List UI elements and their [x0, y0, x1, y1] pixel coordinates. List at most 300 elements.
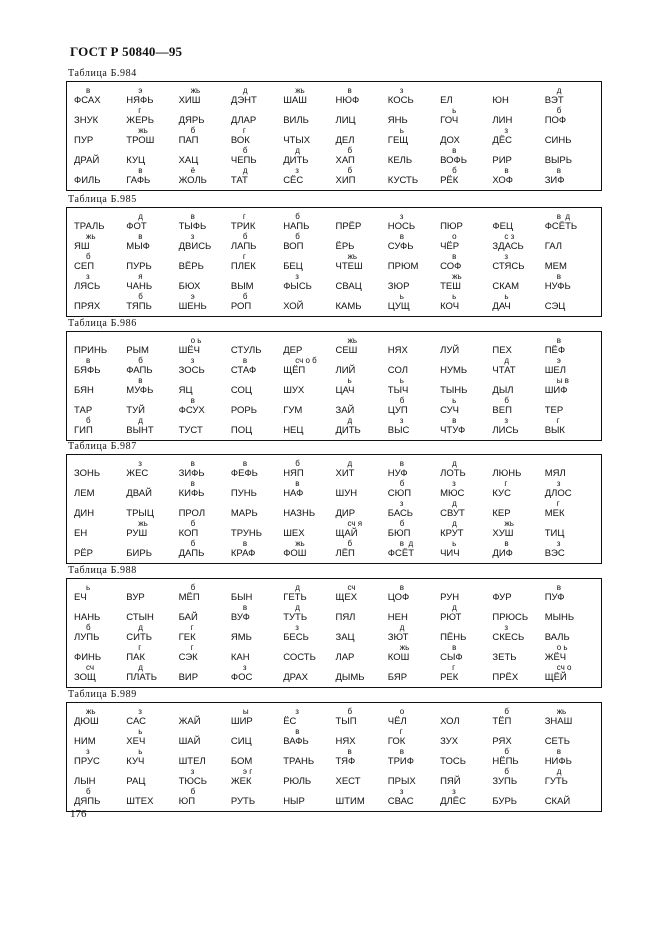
syllable-word: ПОФ: [544, 115, 567, 126]
table-cell: [492, 583, 544, 603]
pronunciation-note: в: [190, 212, 195, 221]
syllable-word: РУН: [440, 592, 460, 603]
pronunciation-note: [440, 768, 492, 776]
syllable-word: ЯНЬ: [387, 115, 408, 126]
pronunciation-note: в: [504, 539, 509, 548]
table-cell: [440, 787, 492, 807]
table-cell: [74, 86, 126, 106]
table-cell: [126, 126, 178, 146]
table-cell: [74, 459, 126, 479]
pronunciation-note: б: [242, 232, 248, 241]
syllable-word: ХАП: [335, 155, 355, 166]
syllable-word: БУРЬ: [492, 796, 518, 807]
pronunciation-note: ь: [347, 376, 352, 385]
pronunciation-note: в д: [556, 212, 571, 221]
pronunciation-note: [492, 500, 544, 508]
syllable-word: РОРЬ: [230, 405, 257, 416]
syllable-word: ЛУЙ: [440, 345, 460, 356]
pronunciation-note: в: [556, 583, 561, 592]
pronunciation-note: в: [242, 539, 248, 548]
syllable-word: СЕШ: [335, 345, 358, 356]
pronunciation-note: [283, 337, 335, 345]
table-cell: [179, 603, 231, 623]
table-cell: [283, 396, 335, 416]
pronunciation-note: [126, 584, 178, 592]
pronunciation-note: г: [190, 623, 194, 632]
table-cell: [388, 166, 440, 186]
pronunciation-note: [231, 788, 283, 796]
table-cell: [74, 583, 126, 603]
table-cell: [126, 272, 178, 292]
table-cell: [231, 623, 283, 643]
pronunciation-note: [231, 107, 283, 115]
syllable-word: ЧТЕШ: [335, 261, 363, 272]
pronunciation-note: [545, 788, 597, 796]
syllable-word: ВАЛЬ: [544, 632, 570, 643]
syllable-word: ЗИФ: [544, 175, 565, 186]
table-title: Таблица Б.985: [68, 194, 137, 205]
syllable-word: РЫМ: [126, 345, 149, 356]
pronunciation-note: э: [138, 86, 143, 95]
table-cell: [335, 499, 387, 519]
table-cell: [335, 787, 387, 807]
pronunciation-note: б: [399, 396, 405, 405]
pronunciation-note: [74, 480, 126, 488]
syllable-word: РАЦ: [126, 776, 146, 787]
syllable-word: СУФЬ: [387, 241, 414, 252]
pronunciation-note: б: [347, 146, 353, 155]
pronunciation-note: [126, 337, 178, 345]
syllable-word: ПЯЛ: [335, 612, 356, 623]
pronunciation-note: д: [452, 459, 457, 468]
table-cell: [126, 643, 178, 663]
pronunciation-note: [492, 107, 544, 115]
syllable-word: ТРИК: [230, 221, 256, 232]
syllable-word: ВОП: [283, 241, 304, 252]
table-cell: [283, 623, 335, 643]
syllable-word: ШЕЛ: [544, 365, 566, 376]
table-cell: [126, 232, 178, 252]
pronunciation-note: д: [347, 416, 353, 425]
syllable-word: КУС: [492, 488, 511, 499]
table-cell: [283, 707, 335, 727]
syllable-word: ДЭНТ: [230, 95, 257, 106]
table-cell: [283, 499, 335, 519]
syllable-word: ШИФ: [544, 385, 568, 396]
syllable-word: БЯН: [74, 385, 94, 396]
syllable-word: НУФЬ: [544, 281, 571, 292]
syllable-table: [66, 68, 602, 191]
syllable-word: ДЫЛ: [492, 385, 514, 396]
syllable-word: ХИШ: [178, 95, 201, 106]
table-cell: [492, 459, 544, 479]
table-cell: [231, 232, 283, 252]
table-cell: [388, 212, 440, 232]
pronunciation-note: б: [242, 146, 248, 155]
table-cell: [388, 292, 440, 312]
pronunciation-note: в д: [399, 539, 414, 548]
pronunciation-note: в: [138, 232, 143, 241]
table-cell: [283, 86, 335, 106]
pronunciation-note: [231, 480, 283, 488]
pronunciation-note: д: [295, 583, 300, 592]
syllable-word: ДОХ: [440, 135, 460, 146]
syllable-word: ГЕК: [178, 632, 196, 643]
table-cell: [545, 519, 597, 539]
table-cell: [74, 707, 126, 727]
syllable-word: ЧТУФ: [440, 425, 466, 436]
pronunciation-note: б: [347, 707, 353, 716]
pronunciation-note: в: [190, 479, 195, 488]
table-cell: [179, 252, 231, 272]
pronunciation-note: [231, 728, 283, 736]
table-cell: [492, 272, 544, 292]
pronunciation-note: ь: [138, 747, 143, 756]
syllable-word: ЧИЧ: [440, 548, 460, 559]
pronunciation-note: д: [556, 86, 562, 95]
table-cell: [545, 376, 597, 396]
pronunciation-note: б: [295, 212, 300, 221]
pronunciation-note: з: [190, 767, 195, 776]
syllable-word: ПУНЬ: [230, 488, 257, 499]
syllable-word: ПУФ: [544, 592, 565, 603]
pronunciation-note: [492, 147, 544, 155]
pronunciation-note: сч: [86, 663, 95, 672]
pronunciation-note: жь: [556, 707, 567, 716]
syllable-word: ПРОЛ: [178, 508, 206, 519]
pronunciation-note: [283, 127, 335, 135]
table-cell: [231, 292, 283, 312]
table-cell: [388, 479, 440, 499]
table-cell: [545, 166, 597, 186]
pronunciation-note: д: [556, 767, 562, 776]
table-cell: [492, 539, 544, 559]
table-cell: [335, 767, 387, 787]
table-cell: [545, 663, 597, 683]
syllable-word: ГАФЬ: [126, 175, 151, 186]
pronunciation-note: ы в: [556, 376, 569, 385]
syllable-word: ШУН: [335, 488, 358, 499]
syllable-word: ДИТЬ: [335, 425, 361, 436]
table-cell: [179, 126, 231, 146]
syllable-word: ШЁЧ: [178, 345, 200, 356]
syllable-word: ЗНАШ: [544, 716, 573, 727]
pronunciation-note: г: [190, 643, 194, 652]
pronunciation-note: [74, 293, 126, 301]
table-cell: [74, 727, 126, 747]
syllable-word: ТАР: [74, 405, 93, 416]
syllable-word: СВУТ: [440, 508, 465, 519]
table-frame: [66, 81, 602, 191]
pronunciation-note: з: [504, 126, 509, 135]
syllable-word: ЗОНЬ: [74, 468, 101, 479]
pronunciation-note: о ь: [556, 643, 568, 652]
table-cell: [492, 146, 544, 166]
table-cell: [545, 396, 597, 416]
table-cell: [440, 707, 492, 727]
table-cell: [335, 292, 387, 312]
syllable-word: ГОК: [387, 736, 406, 747]
syllable-word: ХОФ: [492, 175, 514, 186]
pronunciation-note: д: [399, 623, 405, 632]
pronunciation-note: [388, 273, 440, 281]
pronunciation-note: [283, 500, 335, 508]
syllable-word: ЮН: [492, 95, 509, 106]
pronunciation-note: з: [190, 232, 195, 241]
syllable-word: НЁПЬ: [492, 756, 519, 767]
pronunciation-note: жь: [504, 519, 514, 528]
syllable-word: ЛАР: [335, 652, 355, 663]
syllable-word: ФОТ: [126, 221, 147, 232]
syllable-word: ТРИФ: [387, 756, 414, 767]
pronunciation-note: б: [347, 166, 353, 175]
table-cell: [335, 623, 387, 643]
syllable-word: ТЯФ: [335, 756, 356, 767]
pronunciation-note: [492, 273, 544, 281]
table-cell: [492, 767, 544, 787]
syllable-word: ТРОШ: [126, 135, 155, 146]
syllable-word: ЯШ: [74, 241, 90, 252]
table-cell: [492, 707, 544, 727]
syllable-word: ЗЮТ: [387, 632, 409, 643]
table-cell: [388, 86, 440, 106]
pronunciation-note: з: [86, 747, 90, 756]
table-cell: [492, 479, 544, 499]
pronunciation-note: д: [452, 499, 457, 508]
table-cell: [231, 747, 283, 767]
pronunciation-note: [231, 748, 283, 756]
syllable-word: ВОК: [230, 135, 250, 146]
syllable-word: ДЯРЬ: [178, 115, 205, 126]
table-cell: [74, 539, 126, 559]
syllable-word: ЗЮР: [387, 281, 410, 292]
pronunciation-note: о: [399, 707, 405, 716]
pronunciation-note: [440, 708, 492, 716]
table-cell: [231, 376, 283, 396]
pronunciation-note: [388, 167, 440, 175]
pronunciation-note: з: [556, 539, 561, 548]
pronunciation-note: д: [347, 459, 353, 468]
pronunciation-note: б: [138, 292, 143, 301]
syllable-word: ФУР: [492, 592, 512, 603]
pronunciation-note: [545, 624, 597, 632]
pronunciation-note: [74, 604, 126, 612]
pronunciation-note: [74, 540, 126, 548]
table-cell: [283, 252, 335, 272]
pronunciation-note: [74, 127, 126, 135]
pronunciation-note: [492, 728, 544, 736]
table-cell: [179, 727, 231, 747]
table-cell: [283, 603, 335, 623]
pronunciation-note: жь: [86, 707, 96, 716]
syllable-word: НЯП: [283, 468, 304, 479]
pronunciation-note: э: [190, 292, 195, 301]
pronunciation-note: в: [295, 479, 300, 488]
pronunciation-note: [179, 664, 231, 672]
pronunciation-note: жь: [190, 86, 201, 95]
pronunciation-note: о ь: [190, 336, 202, 345]
syllable-word: КАН: [230, 652, 250, 663]
table-cell: [440, 583, 492, 603]
table-cell: [492, 396, 544, 416]
pronunciation-note: [74, 460, 126, 468]
pronunciation-note: [545, 253, 597, 261]
syllable-word: ЗАЙ: [335, 405, 355, 416]
syllable-word: ЯЦ: [178, 385, 193, 396]
syllable-word: НАЗНЬ: [283, 508, 316, 519]
syllable-word: ЧЁЛ: [387, 716, 407, 727]
table-cell: [283, 416, 335, 436]
table-cell: [231, 272, 283, 292]
table-cell: [74, 479, 126, 499]
table-cell: [440, 623, 492, 643]
syllable-word: БАЙ: [178, 612, 198, 623]
syllable-word: ВЭС: [544, 548, 565, 559]
page-number: 176: [70, 808, 87, 820]
table-cell: [74, 643, 126, 663]
pronunciation-note: д: [138, 212, 143, 221]
syllable-word: ГОЧ: [440, 115, 459, 126]
syllable-word: ПРИНЬ: [74, 345, 108, 356]
syllable-word: ЕЛ: [440, 95, 453, 106]
pronunciation-note: [335, 213, 387, 221]
syllable-word: БАСЬ: [387, 508, 414, 519]
table-cell: [545, 583, 597, 603]
table-cell: [126, 479, 178, 499]
table-cell: [179, 459, 231, 479]
table-cell: [545, 126, 597, 146]
pronunciation-note: [335, 397, 387, 405]
syllable-word: РЮТ: [440, 612, 462, 623]
syllable-word: ФСЁТ: [387, 548, 415, 559]
syllable-word: ГУМ: [283, 405, 303, 416]
syllable-word: ЛЁП: [335, 548, 355, 559]
pronunciation-note: б: [504, 747, 509, 756]
table-cell: [231, 416, 283, 436]
syllable-word: МАРЬ: [230, 508, 258, 519]
pronunciation-note: [492, 213, 544, 221]
pronunciation-note: сч о: [556, 663, 572, 672]
table-grid: [74, 336, 597, 436]
table-cell: [492, 356, 544, 376]
table-cell: [283, 583, 335, 603]
syllable-word: ВИР: [178, 672, 199, 683]
table-cell: [126, 707, 178, 727]
syllable-word: КУСТЬ: [387, 175, 419, 186]
syllable-word: ЩАЙ: [335, 528, 358, 539]
pronunciation-note: [545, 127, 597, 135]
syllable-word: НАФ: [283, 488, 304, 499]
pronunciation-note: [335, 788, 387, 796]
table-cell: [492, 747, 544, 767]
table-cell: [545, 292, 597, 312]
syllable-word: ЖОЛЬ: [178, 175, 207, 186]
syllable-word: СЁС: [283, 175, 304, 186]
syllable-word: РЁР: [74, 548, 94, 559]
table-cell: [231, 499, 283, 519]
table-cell: [126, 623, 178, 643]
table-cell: [388, 767, 440, 787]
syllable-word: СЮП: [387, 488, 412, 499]
syllable-word: ГЕТЬ: [283, 592, 307, 603]
syllable-word: КРАФ: [230, 548, 256, 559]
syllable-word: ШАШ: [283, 95, 307, 106]
table-cell: [231, 767, 283, 787]
pronunciation-note: в: [190, 396, 195, 405]
pronunciation-note: [74, 520, 126, 528]
syllable-word: ЗИФЬ: [178, 468, 205, 479]
table-cell: [388, 416, 440, 436]
pronunciation-note: в: [242, 603, 248, 612]
table-cell: [74, 787, 126, 807]
pronunciation-note: [126, 397, 178, 405]
table-cell: [126, 166, 178, 186]
pronunciation-note: в: [242, 459, 248, 468]
table-cell: [231, 106, 283, 126]
syllable-word: ТУСТ: [178, 425, 203, 436]
table-cell: [283, 106, 335, 126]
table-cell: [492, 336, 544, 356]
pronunciation-note: д: [295, 603, 300, 612]
pronunciation-note: [179, 748, 231, 756]
table-cell: [231, 519, 283, 539]
table-cell: [126, 459, 178, 479]
pronunciation-note: з: [504, 416, 509, 425]
table-cell: [388, 583, 440, 603]
syllable-word: ДИР: [335, 508, 356, 519]
pronunciation-note: з: [295, 272, 299, 281]
table-cell: [335, 146, 387, 166]
syllable-word: СКАЙ: [544, 796, 571, 807]
pronunciation-note: сч о б: [295, 356, 317, 365]
table-cell: [231, 336, 283, 356]
syllable-word: РЁК: [440, 175, 459, 186]
pronunciation-note: г: [504, 479, 508, 488]
pronunciation-note: [126, 788, 178, 796]
syllable-word: БЯФЬ: [74, 365, 101, 376]
syllable-word: КОШ: [387, 652, 410, 663]
syllable-word: ПРЮМ: [387, 261, 419, 272]
table-cell: [388, 519, 440, 539]
syllable-word: ПОЦ: [230, 425, 253, 436]
pronunciation-note: [335, 624, 387, 632]
pronunciation-note: [492, 644, 544, 652]
syllable-word: НЮФ: [335, 95, 360, 106]
syllable-word: НИФЬ: [544, 756, 572, 767]
syllable-word: ВЫК: [544, 425, 565, 436]
table-cell: [335, 106, 387, 126]
pronunciation-note: в: [347, 747, 352, 756]
pronunciation-note: г: [399, 727, 403, 736]
pronunciation-note: [74, 213, 126, 221]
pronunciation-note: [179, 500, 231, 508]
pronunciation-note: в: [190, 459, 195, 468]
table-cell: [74, 767, 126, 787]
pronunciation-note: г: [452, 663, 456, 672]
pronunciation-note: [74, 397, 126, 405]
syllable-word: ГЕЩ: [387, 135, 409, 146]
table-cell: [231, 146, 283, 166]
syllable-word: ЗУПЬ: [492, 776, 518, 787]
pronunciation-note: б: [190, 126, 196, 135]
table-cell: [126, 396, 178, 416]
pronunciation-note: б: [399, 479, 405, 488]
table-grid: [74, 707, 597, 807]
syllable-word: ВУР: [126, 592, 145, 603]
syllable-word: ЧТЫХ: [283, 135, 311, 146]
table-cell: [492, 232, 544, 252]
pronunciation-note: [283, 417, 335, 425]
